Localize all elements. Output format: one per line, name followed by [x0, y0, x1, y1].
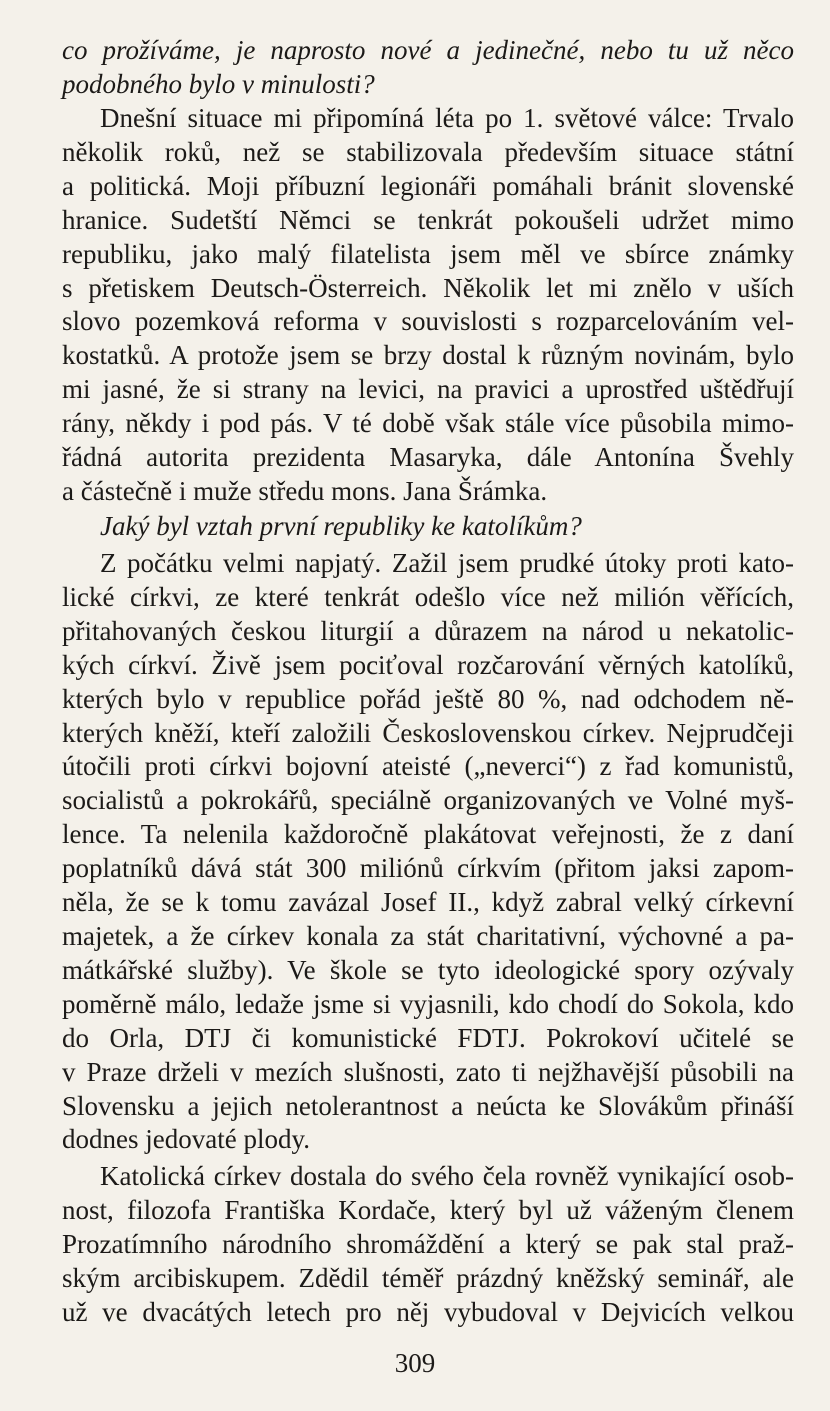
text-line: útočili proti církvi bojovní ateisté („neverci“) z řad komunistů,	[62, 751, 794, 782]
text-line: co prožíváme, je naprosto nové a jedinečné, nebo tu už něco	[62, 35, 794, 65]
text-line: už ve dvacátých letech pro něj vybudoval v Dejvicích velkou	[62, 1296, 794, 1327]
text-line: něla, že se k tomu zavázal Josef II., když zabral velký církevní	[62, 887, 794, 918]
text-line: řádná autorita prezidenta Masaryka, dále Antonína Švehly	[62, 442, 794, 473]
paragraph-1	[62, 102, 794, 509]
text-line: slovo pozemková reforma v souvislosti s rozparcelováním vel-	[62, 306, 794, 337]
text-line: socialistů a pokrokářů, speciálně organizovaných ve Volné myš-	[62, 785, 794, 816]
text-line: hranice. Sudetští Němci se tenkrát pokoušeli udržet mimo	[62, 204, 794, 235]
text-line: přitahovaných českou liturgií a důrazem na národ u nekatolic-	[62, 615, 794, 646]
text-line: v Praze drželi v mezích slušnosti, zato ti nejžhavější působili na	[62, 1056, 794, 1087]
text-line: ským arcibiskupem. Zdědil téměř prázdný kněžský seminář, ale	[62, 1262, 794, 1293]
text-line: mátkářské služby). Ve škole se tyto ideologické spory ozývaly	[62, 954, 794, 985]
text-line: poplatníků dává stát 300 miliónů církvím (přitom jaksi zapom-	[62, 853, 794, 884]
text-line: nost, filozofa Františka Kordače, který byl už váženým členem	[62, 1194, 794, 1225]
text-line: do Orla, DTJ či komunistické FDTJ. Pokrokoví učitelé se	[62, 1022, 794, 1053]
text-line: kterých kněží, kteří založili Československou církev. Nejprudčeji	[62, 717, 794, 748]
text-line: Katolická církev dostala do svého čela rovněž vynikající osob-	[100, 1161, 794, 1191]
text-line: několik roků, než se stabilizovala především situace státní	[62, 136, 794, 167]
paragraph-2	[62, 547, 794, 1157]
text-line: a částečně i muže středu mons. Jana Šrámka.	[62, 475, 548, 506]
text-line: republiku, jako malý filatelista jsem měl ve sbírce známky	[62, 238, 794, 269]
text-line: Jaký byl vztah první republiky ke katolíkům?	[100, 511, 582, 541]
text-line: Slovensku a jejich netolerantnost a neúcta ke Slovákům přináší	[62, 1090, 794, 1121]
text-line: kých církví. Živě jsem pociťoval rozčarování věrných katolíků,	[62, 649, 794, 680]
text-line: lence. Ta nelenila každoročně plakátovat veřejnosti, že z daní	[62, 819, 794, 850]
text-line: dodnes jedovaté plody.	[62, 1124, 310, 1155]
text-line: mi jasné, že si strany na levici, na pravici a uprostřed uštědřují	[62, 374, 794, 405]
question-1	[62, 34, 794, 102]
text-line: podobného bylo v minulosti?	[62, 68, 375, 99]
page-number: 309	[394, 1348, 436, 1378]
text-line: Z počátku velmi napjatý. Zažil jsem prudké útoky proti kato-	[100, 548, 794, 578]
text-line: Dnešní situace mi připomíná léta po 1. světové válce: Trvalo	[100, 103, 794, 133]
text-line: s přetiskem Deutsch-Österreich. Několik let mi znělo v uších	[62, 272, 794, 303]
text-line: Prozatímního národního shromáždění a který se pak stal praž-	[62, 1228, 794, 1259]
paragraph-3	[62, 1160, 794, 1330]
text-line: kterých bylo v republice pořád ještě 80 %, nad odchodem ně-	[62, 683, 794, 714]
question-2	[62, 510, 794, 544]
text-line: majetek, a že církev konala za stát charitativní, výchovné a pa-	[62, 920, 794, 951]
text-line: a politická. Moji příbuzní legionáři pomáhali bránit slovenské	[62, 170, 794, 201]
text-line: lické církvi, ze které tenkrát odešlo více než milión věřících,	[62, 581, 794, 612]
text-line: kostatků. A protože jsem se brzy dostal k různým novinám, bylo	[62, 340, 794, 371]
text-line: rány, někdy i pod pás. V té době však stále více působila mimo-	[62, 408, 794, 439]
text-line: poměrně málo, ledaže jsme si vyjasnili, kdo chodí do Sokola, kdo	[62, 988, 794, 1019]
